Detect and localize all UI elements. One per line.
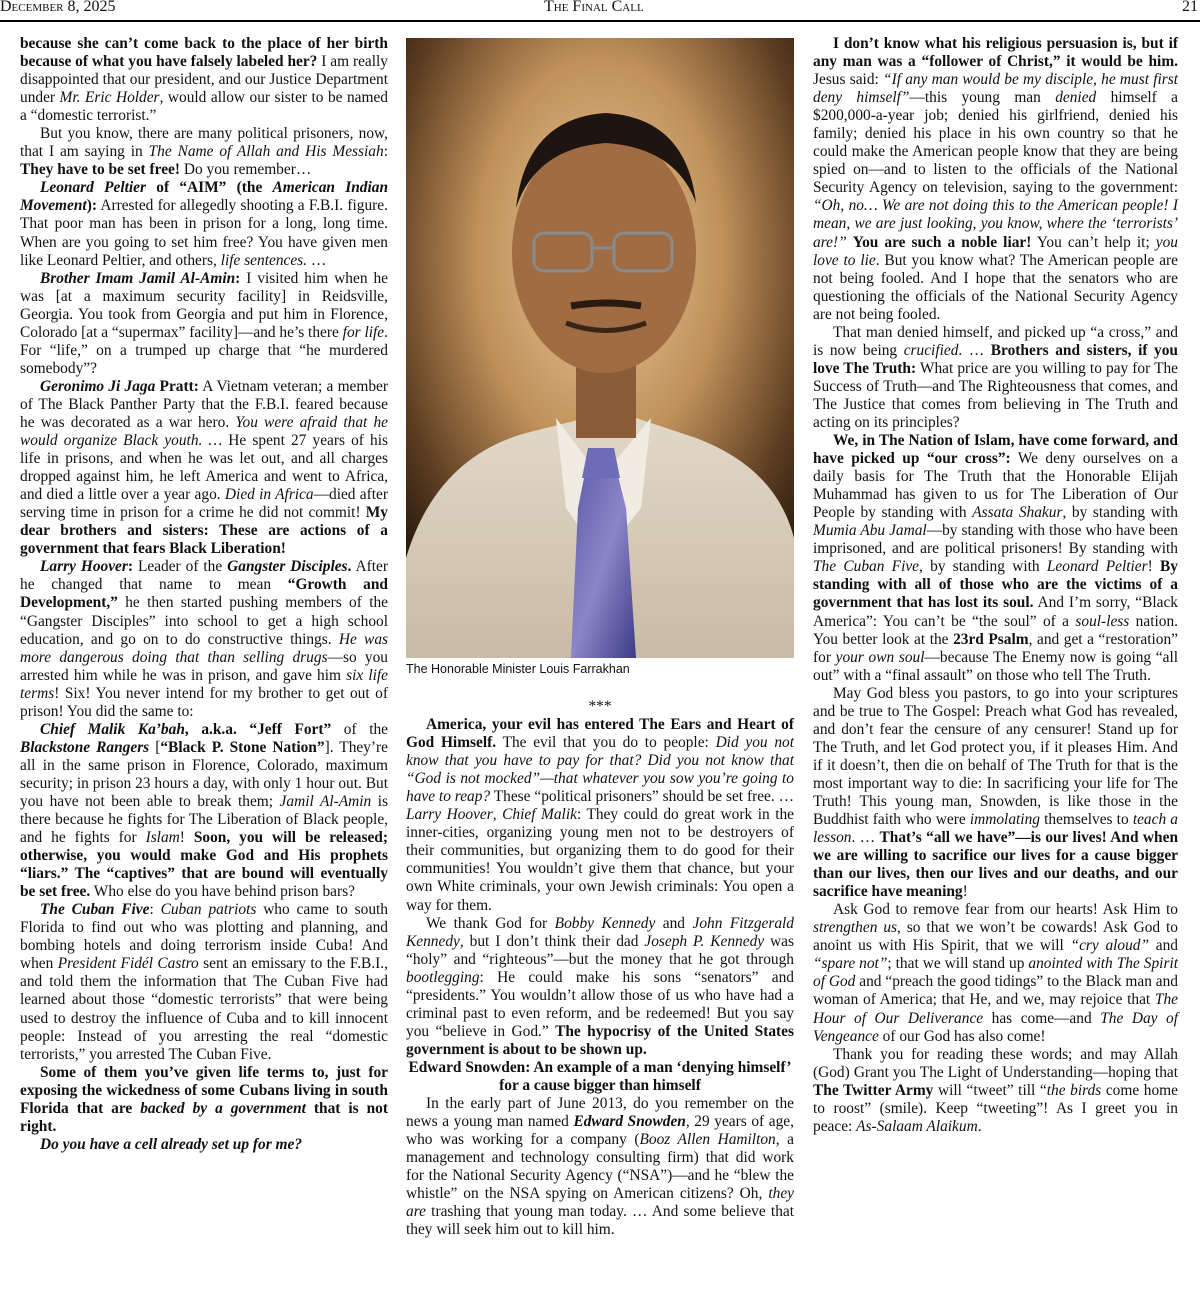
text-run: Leader of the xyxy=(133,558,228,576)
text-run: . … xyxy=(851,829,880,847)
article-column-3 xyxy=(813,35,1178,1136)
text-run: , 29 years of age, who was working for a company ( xyxy=(406,1113,794,1149)
issue-date: December 8, 2025 xyxy=(0,0,116,15)
text-run: “Growth and Development,” xyxy=(20,576,388,612)
text-run: The Day of Vengeance xyxy=(813,1009,1178,1045)
article-paragraph xyxy=(20,378,388,558)
text-run: You can’t help it; xyxy=(1031,233,1156,251)
text-run: teach a lesson xyxy=(813,811,1178,847)
text-run: The Name of Allah and His Messiah xyxy=(148,143,384,161)
text-run: Jesus said: xyxy=(813,71,884,89)
text-run: Thank you for reading these words; and may Allah (God) Grant you The Light of Understanding—hoping that xyxy=(813,1045,1178,1081)
text-run: Chief Malik xyxy=(502,806,577,824)
text-run: The Hour of Our Deliverance xyxy=(813,991,1178,1027)
text-run: they are xyxy=(406,1185,794,1221)
text-run: —so you arrested him while he was in prison, and gave him xyxy=(20,648,388,684)
text-run: , a.k.a. “Jeff Fort” xyxy=(184,720,332,738)
text-run: of our God has also come! xyxy=(878,1027,1046,1045)
article-paragraph xyxy=(20,1136,388,1154)
text-run: ]. They’re all in the same prison in Florence, Colorado, maximum security; in prison 23 hours a day, with only 1 hour out. But you have not been able to break them; xyxy=(20,738,388,810)
text-run: Some of them you’ve given life terms to, just for exposing the wickedness of some Cubans living in south Florida that are xyxy=(20,1063,388,1117)
text-run: Blackstone Rangers xyxy=(20,738,150,756)
text-run: I am really disappointed that our president, and our Justice Department under xyxy=(20,53,388,107)
article-paragraph xyxy=(406,915,794,1059)
text-run: : They could do great work in the inner-cities, organizing young men not to be destroyers of their communities, but organizing them to do good for their communities! You wouldn’t give them that chance, but your own White criminals, your own Jewish criminals: You open a way for them. xyxy=(406,806,795,914)
text-run: —died after serving time in prison for a crime he did not commit! xyxy=(20,486,388,522)
text-run: Edward Snowden: An example of a man ‘denying himself’ for a cause bigger than himself xyxy=(408,1058,792,1094)
text-run: … xyxy=(307,251,327,269)
text-run: Joseph P. Kennedy xyxy=(644,932,765,950)
text-run: six life terms xyxy=(20,666,388,702)
article-paragraph xyxy=(20,1064,388,1136)
text-run: . xyxy=(347,558,352,576)
text-run: Larry Hoover xyxy=(40,558,128,576)
text-run: nation. You better look at the xyxy=(813,612,1178,648)
text-run: May God bless you pastors, to go into your scriptures and be true to The Gospel: Preach what God has revealed, and don’t fear the censure of any censurer! Stand up for The Truth, and let God protect you, if it pleases Him. And if it doesn’t, then die on behalf of The Truth for that is the most important way to die: In sacrificing your life for The Truth! This young man, Snowden, is like those in the Buddhist faith who were xyxy=(813,684,1178,829)
text-run: themselves to xyxy=(1039,811,1133,829)
text-run: is there because he fights for The Liberation of Black people, and he fights for xyxy=(20,792,388,847)
text-run: has come—and xyxy=(983,1009,1101,1027)
text-run: These “political prisoners” should be set free. … xyxy=(490,788,794,806)
text-run: Jamil Al-Amin xyxy=(279,792,372,810)
portrait-illustration xyxy=(406,38,794,658)
text-run: America, your evil has entered The Ears and Heart of God Himself. xyxy=(406,716,794,752)
text-run: Mr. Eric Holder xyxy=(59,89,160,107)
text-run: ! Six! You never intend for my brother to get out of prison! You did the same to: xyxy=(20,684,388,720)
text-run: , so that we won’t be cowards! Ask God to anoint us with His Spirit, that we will xyxy=(813,919,1178,955)
page-header xyxy=(0,0,1200,22)
text-run: will “tweet” till “ xyxy=(933,1081,1047,1099)
text-run: and xyxy=(1149,937,1178,955)
text-run: . xyxy=(977,1117,982,1135)
text-run: and “preach the good tidings” to the Black man and woman of America; that He, and we, may rejoice that xyxy=(813,973,1179,1009)
text-run: You were afraid that he would organize Black youth. … xyxy=(20,413,389,450)
text-run: And I’m sorry, “Black America”: You can’t be “the soul” of a xyxy=(813,594,1178,630)
text-run: [ xyxy=(149,738,161,756)
text-run: who came to south Florida to find out who was plotting and planning, and bombing hotels and doing terrorism inside Cuba! And when xyxy=(20,901,389,973)
text-run: because she can’t come back to the place of her birth because of what you have falsely labeled her? xyxy=(20,35,388,71)
text-run: : He could make his sons “senators” and “presidents.” You wouldn’t allow those of us who have had a criminal past to even reform, and be redeemed! But you say you “believe in God.” xyxy=(406,968,794,1040)
text-run: : xyxy=(235,269,241,287)
text-run: The hypocrisy of the United States government is about to be shown up. xyxy=(406,1022,794,1058)
photo-caption: The Honorable Minister Louis Farrakhan xyxy=(406,662,630,676)
text-run: Pratt: xyxy=(155,377,199,395)
portrait-photo xyxy=(406,38,794,658)
text-run: was “holy” and “righteous”—but the money that he got through xyxy=(406,932,794,968)
text-run: , by standing with xyxy=(919,558,1047,576)
text-run: backed by a government xyxy=(140,1099,306,1117)
text-run: bootlegging xyxy=(406,968,480,986)
article-paragraph xyxy=(406,1059,794,1095)
text-run: , and get a “restoration” for xyxy=(813,630,1179,666)
article-paragraph xyxy=(20,35,388,125)
text-run: . But you know what? The American people are not being fooled. And I hope that the senators who are questioning the officials of the National Security Agency are not being fooled. xyxy=(813,251,1179,323)
text-run: You are such a noble liar! xyxy=(852,233,1032,251)
publication-name: The Final Call xyxy=(544,0,644,15)
text-run: Did you not know that you have to pay for that? Did you not know that “God is not mocked”—that whatever you sow you’re going to have to reap? xyxy=(406,734,795,806)
text-run: ! xyxy=(962,883,968,901)
text-run: “cry aloud” xyxy=(1070,937,1150,955)
text-run: The Twitter Army xyxy=(813,1081,934,1099)
text-run: , but I don’t think their dad xyxy=(459,932,645,950)
text-run: immolating xyxy=(969,811,1040,829)
text-run: The Cuban Five xyxy=(813,558,920,576)
text-run: Assata Shakur xyxy=(972,504,1063,522)
text-run: Died in Africa xyxy=(224,486,314,504)
text-run: 23rd Psalm xyxy=(953,630,1029,648)
article-paragraph xyxy=(406,1095,794,1239)
article-paragraph xyxy=(20,558,388,720)
text-run: Who else do you have behind prison bars? xyxy=(90,883,355,901)
text-run: Gangster Disciples xyxy=(227,558,348,576)
article-paragraph xyxy=(406,716,794,915)
text-run: Leonard Peltier xyxy=(40,179,147,197)
text-run: “Oh, no… We are not doing this to the American people! I mean, we are just looking, you know, where the ‘terrorists’ are!” xyxy=(813,197,1178,251)
text-run: *** xyxy=(588,698,612,715)
text-run: ! xyxy=(1147,558,1161,576)
text-run: Leonard Peltier xyxy=(1046,558,1148,576)
text-run: life sentences. xyxy=(220,251,308,269)
text-run: —this young man xyxy=(909,89,1056,107)
text-run: By standing with all of those who are the victims of a government that has lost its soul. xyxy=(813,558,1178,612)
text-run: That’s “all we have”—is our lives! And when we are willing to sacrifice our lives for a cause bigger than our lives, then our lives and our deaths, and our sacrifice have meaning xyxy=(813,829,1179,901)
text-run: He spent 27 years of his life in prisons, and when he was let out, and all charges dropped against him, he left America and went to Africa, and died a little over a year ago. xyxy=(20,432,389,504)
text-run: that is not right. xyxy=(20,1099,388,1135)
text-run: strengthen us xyxy=(813,919,898,937)
text-run: come home to roost” (smile). Keep “tweeting”! As I greet you in peace: xyxy=(813,1081,1178,1135)
text-run: After he changed that name to mean xyxy=(20,558,388,594)
article-paragraph xyxy=(406,698,794,716)
article-paragraph xyxy=(813,1046,1178,1136)
text-run: We deny ourselves on a daily basis for The Truth that the Honorable Elijah Muhammad has given to us for The Liberation of Our People by standing with xyxy=(813,450,1178,522)
text-run: Soon, you will be released; otherwise, you would make God and His prophets “liars.” The “captives” that are bound will eventually be set free. xyxy=(20,829,388,901)
text-run: —by standing with those who have been imprisoned, and are political prisoners! By standing with xyxy=(813,522,1178,558)
text-run: and xyxy=(655,914,693,932)
article-paragraph xyxy=(813,35,1178,324)
text-run: of “AIM” (the xyxy=(146,179,273,197)
article-paragraph xyxy=(813,685,1178,902)
text-run: What price are you willing to pay for The Success of Truth—and The Righteousness that comes, and The Justice that comes from believing in The Truth and acting on its principles? xyxy=(813,359,1178,431)
text-run: crucified xyxy=(903,341,959,359)
text-run: anointed with The Spirit of God xyxy=(813,955,1179,991)
text-run: sent an emissary to the F.B.I., and told them the information that The Cuban Five had learned about those “domestic terrorists” that were being used to destroy the influence of Cuba and to kill innocent people: Instead of you arresting the real “domestic terrorists,” you arrested The Cuban Five. xyxy=(20,955,388,1063)
text-run: . For “life,” on a trumped up charge that “he murdered somebody”? xyxy=(20,323,389,377)
text-run: We, in The Nation of Islam, have come forward, and have picked up “our cross”: xyxy=(813,432,1178,468)
text-run: But you know, there are many political prisoners, now, that I am saying in xyxy=(20,125,388,161)
text-run: “spare not” xyxy=(813,955,888,973)
text-run: The evil that you do to people: xyxy=(496,734,716,752)
text-run: Brothers and sisters, if you love The Truth: xyxy=(813,341,1178,377)
text-run: soul-less xyxy=(1075,612,1130,630)
text-run: you love to lie xyxy=(813,233,1178,269)
text-run: trashing that young man today. … And some believe that they will seek him out to kill him. xyxy=(406,1203,794,1239)
text-run: Mumia Abu Jamal xyxy=(813,522,927,540)
text-run: Edward Snowden xyxy=(573,1113,686,1131)
article-paragraph xyxy=(20,179,388,269)
text-run: himself a $200,000-a-year job; denied his girlfriend, denied his family; denied his place in his own country so that he could make the American people know that they are being spied on—and to listen to the officials of the National Security Agency on television, saying to the government: xyxy=(813,89,1178,197)
text-run: We thank God for xyxy=(426,914,555,932)
text-run: John Fitzgerald Kennedy xyxy=(406,914,794,950)
text-run: Arrested for allegedly shooting a F.B.I. figure. That poor man has been in prison for a long, long time. When are you going to set him free? You have given men like Leonard Peltier, and others, xyxy=(20,197,388,269)
text-run: , by standing with xyxy=(1062,504,1178,522)
text-run: : xyxy=(149,901,161,919)
article-paragraph xyxy=(20,721,388,901)
text-run: ; that we will stand up xyxy=(887,955,1029,973)
text-run: That man denied himself, and picked up “a cross,” and is now being xyxy=(813,323,1178,359)
text-run: “If any man would be my disciple, he must first deny himself” xyxy=(813,71,1179,107)
text-run: of the xyxy=(331,720,388,738)
article-paragraph xyxy=(20,125,388,179)
article-paragraph xyxy=(813,324,1178,432)
text-run: Larry Hoover xyxy=(406,806,493,824)
text-run: , a management and technology consulting firm) that did work for the National Security Agency (“NSA”)—and he “blew the whistle” on the NSA spying on American citizens? Oh, xyxy=(406,1131,795,1203)
text-run: the birds xyxy=(1046,1081,1102,1099)
text-run: ! xyxy=(179,829,194,847)
text-run: ): xyxy=(86,197,97,215)
article-paragraph xyxy=(813,432,1178,685)
text-run: Do you have a cell already set up for me? xyxy=(40,1135,303,1153)
text-run: for life xyxy=(342,323,385,341)
text-run: he then started pushing members of the “Gangster Disciples” into school to get a high school education, and go on to do constructive things. xyxy=(20,594,388,648)
text-run: : xyxy=(127,558,134,576)
article-column-1 xyxy=(20,35,388,1154)
text-run: —because The Enemy now is going “all out” with a “final assault” on those who tell The Truth. xyxy=(813,648,1179,684)
text-run: I visited him when he was [at a maximum security facility] in Reidsville, Georgia. You took from Georgia and put him in Florence, Colorado [at a “supermax” facility]—and he’s there xyxy=(20,269,388,341)
text-run: Cuban patriots xyxy=(160,901,257,919)
text-run: your own soul xyxy=(835,648,925,666)
text-run: denied xyxy=(1055,89,1097,107)
text-run: “Black P. Stone Nation” xyxy=(160,738,325,756)
article-column-2 xyxy=(406,698,794,1239)
text-run: Bobby Kennedy xyxy=(554,914,656,932)
text-run: I don’t know what his religious persuasion is, but if any man was a “follower of Christ,” it would be him. xyxy=(813,35,1178,71)
text-run: . … xyxy=(958,341,991,359)
text-run: Islam xyxy=(145,829,180,847)
text-run: The Cuban Five xyxy=(40,901,150,919)
text-run: Brother Imam Jamil Al-Amin xyxy=(40,269,236,287)
text-run: As-Salaam Alaikum xyxy=(856,1117,978,1135)
article-paragraph xyxy=(813,901,1178,1045)
text-run: In the early part of June 2013, do you remember on the news a young man named xyxy=(406,1095,794,1131)
text-run: Chief Malik Ka’bah xyxy=(40,720,185,738)
text-run: : xyxy=(383,143,388,161)
text-run: He was more dangerous doing that than selling drugs xyxy=(20,630,389,666)
text-run: Geronimo Ji Jaga xyxy=(40,377,156,395)
text-run: Ask God to remove fear from our hearts! Ask Him to xyxy=(833,901,1178,919)
text-run: A Vietnam veteran; a member of The Black Panther Party that the F.B.I. feared because he was decorated as a war hero. xyxy=(20,377,388,431)
text-run: , would allow our sister to be named a “domestic terrorist.” xyxy=(20,89,389,125)
text-run: , xyxy=(492,806,503,824)
article-paragraph xyxy=(20,270,388,378)
text-run: American Indian Movement xyxy=(20,179,389,215)
text-run: Booz Allen Hamilton xyxy=(639,1131,776,1149)
page-number: 21 xyxy=(1182,0,1198,15)
article-paragraph xyxy=(20,901,388,1063)
text-run: My dear brothers and sisters: These are actions of a government that fears Black Liberation! xyxy=(20,504,388,558)
text-run: President Fidél Castro xyxy=(57,955,199,973)
text-run: Do you remember… xyxy=(180,161,312,179)
text-run: They have to be set free! xyxy=(20,161,180,179)
